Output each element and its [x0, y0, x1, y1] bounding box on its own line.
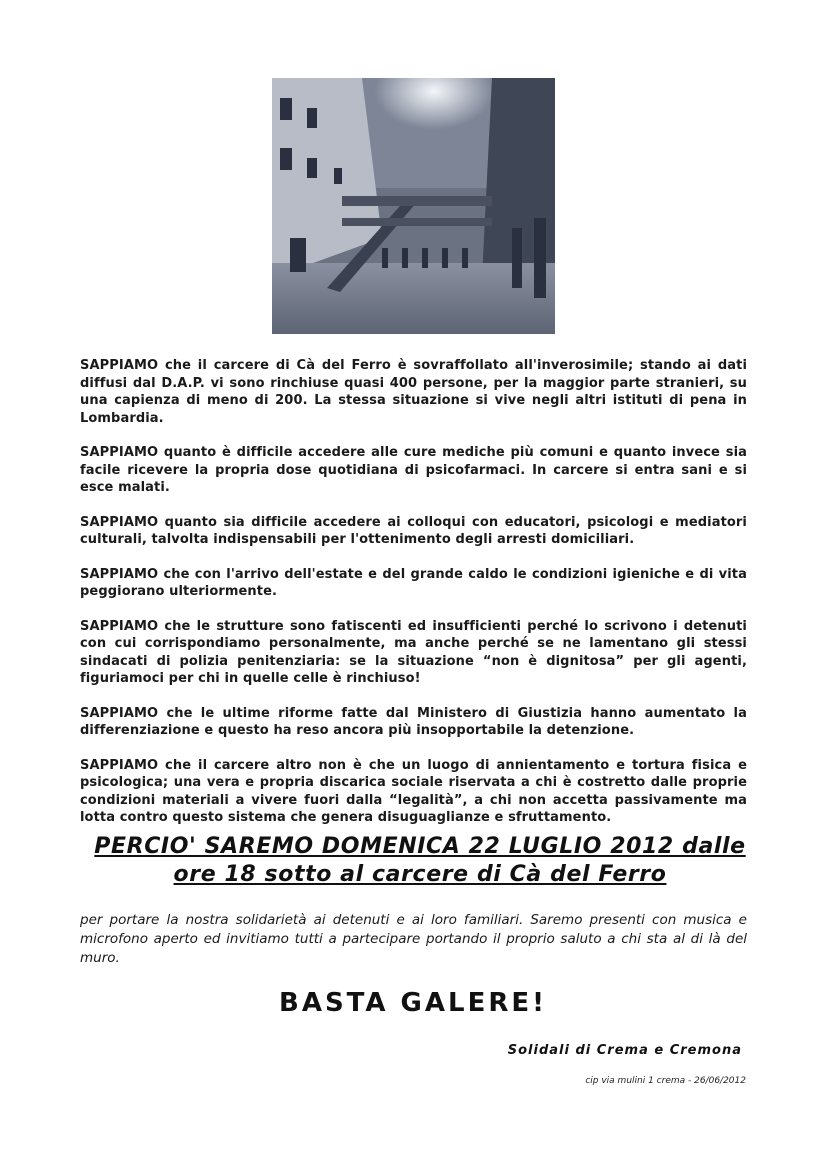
- headline-line-2: ore 18 sotto al carcere di Cà del Ferro: [173, 862, 667, 887]
- paragraph: SAPPIAMO che le ultime riforme fatte dal Ministero di Giustizia hanno aumentato la differenziazione e questo ha reso ancora più insopportabile la detenzione.: [80, 705, 747, 738]
- paragraph: SAPPIAMO quanto sia difficile accedere ai colloqui con educatori, psicologi e mediatori culturali, talvolta indispensabili per l'ottenimento degli arresti domiciliari.: [80, 514, 747, 547]
- prison-photo: [272, 78, 555, 334]
- paragraph: SAPPIAMO che il carcere altro non è che un luogo di annientamento e tortura fisica e psicologica; una vera e propria discarica sociale riservata a chi è costretto dalle proprie condizioni materiali a vivere fuori dalla “legalità”, a chi non accetta passivamente ma lotta contro questo sistema che genera disuguaglianze e sfruttamento.: [80, 757, 747, 825]
- invite-text: per portare la nostra solidarietà ai detenuti e ai loro familiari. Saremo presenti con musica e microfono aperto ed invitiamo tutti a partecipare portando il proprio saluto a chi sta al di là del muro.: [80, 912, 747, 966]
- paragraph: SAPPIAMO quanto è difficile accedere alle cure mediche più comuni e quanto invece sia facile ricevere la propria dose quotidiana di psicofarmaci. In carcere si entra sani e si esce malati.: [80, 445, 747, 495]
- paragraph: SAPPIAMO che il carcere di Cà del Ferro è sovraffollato all'inverosimile; stando ai dati diffusi dal D.A.P. vi sono rinchiuse quasi 400 persone, per la maggior parte stranieri, su una capienza di meno di 200. La stessa situazione si vive negli altri istituti di pena in Lombardia.: [80, 358, 747, 426]
- slogan: BASTA GALERE!: [279, 988, 547, 1018]
- signature: Solidali di Crema e Cremona: [507, 1043, 742, 1058]
- headline-line-1: PERCIO' SAREMO DOMENICA 22 LUGLIO 2012 dalle: [94, 834, 746, 859]
- prison-photo-icon: [272, 78, 555, 334]
- event-headline: [90, 833, 750, 889]
- footer-note: cip via mulini 1 crema - 26/06/2012: [585, 1076, 746, 1086]
- paragraph: SAPPIAMO che con l'arrivo dell'estate e del grande caldo le condizioni igieniche e di vita peggiorano ulteriormente.: [80, 566, 747, 599]
- body-text: [80, 357, 747, 844]
- paragraph: SAPPIAMO che le strutture sono fatiscenti ed insufficienti perché lo scrivono i detenuti con cui corrispondiamo personalmente, ma anche perché se ne lamentano gli stessi sindacati di polizia penitenziaria: se la situazione “non è dignitosa” per gli agenti, figuriamoci per chi in quelle celle è rinchiuso!: [80, 618, 747, 686]
